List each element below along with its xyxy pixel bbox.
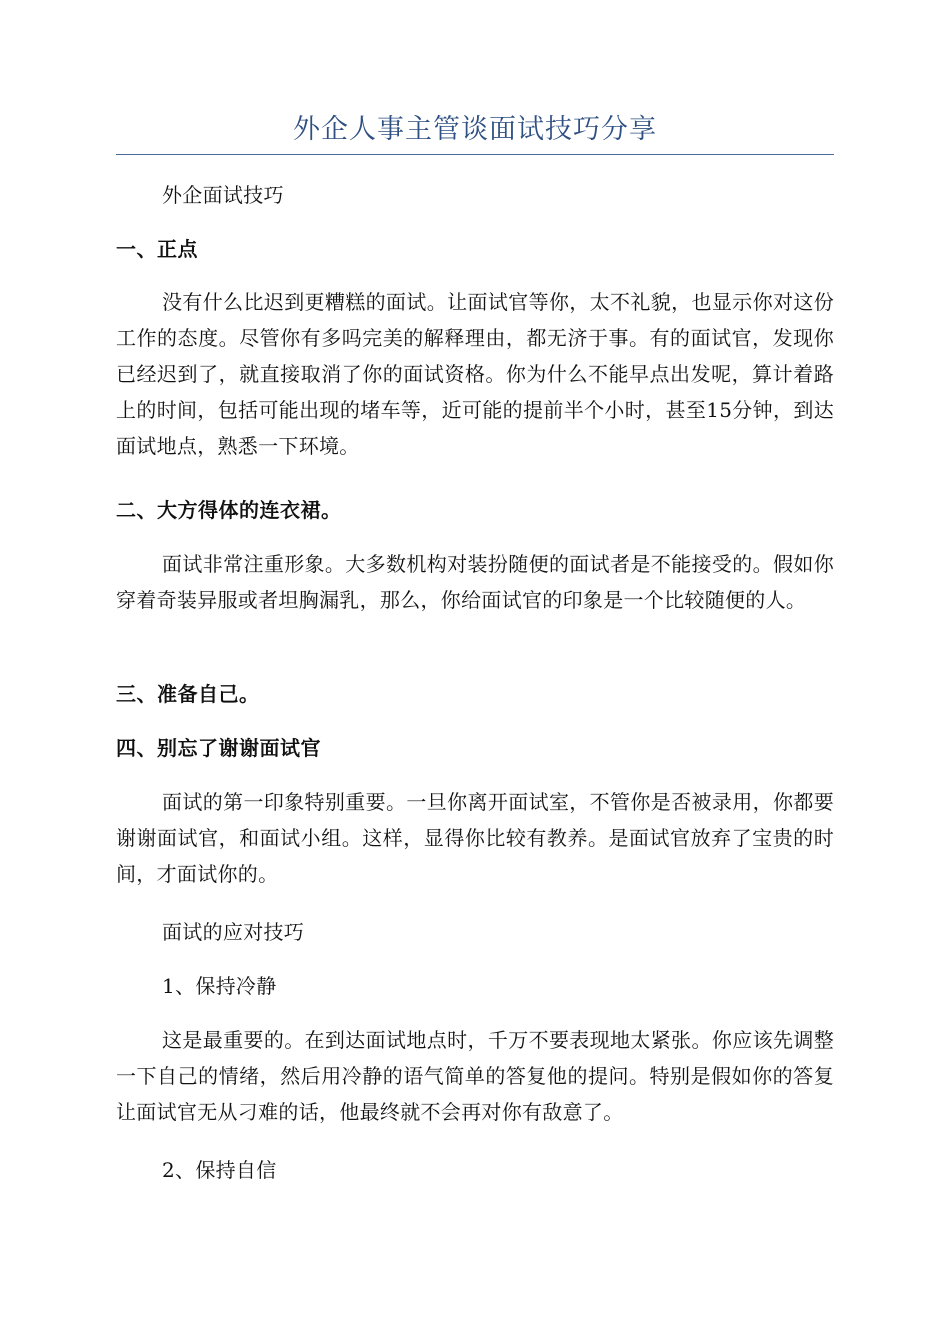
section-heading-3: 三、准备自己。	[116, 682, 260, 706]
tip-label-1: 1、保持冷静	[162, 974, 277, 998]
section-heading-2: 二、大方得体的连衣裙。	[116, 498, 342, 522]
intro-text: 外企面试技巧	[162, 183, 284, 207]
tip-paragraph-1: 这是最重要的。在到达面试地点时，千万不要表现地太紧张。你应该先调整一下自己的情绪，然后用冷静的语气简单的答复他的提问。特别是假如你的答复让面试官无从刁难的话，他最终就不会再对你有敌意了。	[116, 1028, 834, 1124]
subtitle-text: 面试的应对技巧	[162, 920, 305, 944]
section-paragraph-4: 面试的第一印象特别重要。一旦你离开面试室，不管你是否被录用，你都要谢谢面试官，和面试小组。这样，显得你比较有教养。是面试官放弃了宝贵的时间，才面试你的。	[116, 790, 834, 886]
tip-label-2: 2、保持自信	[162, 1158, 277, 1182]
section-heading-1: 一、正点	[116, 237, 198, 261]
section-paragraph-2: 面试非常注重形象。大多数机构对装扮随便的面试者是不能接受的。假如你穿着奇装异服或者坦胸漏乳，那么，你给面试官的印象是一个比较随便的人。	[116, 552, 834, 612]
title-underline	[116, 154, 834, 155]
document-title: 外企人事主管谈面试技巧分享	[293, 114, 657, 145]
section-heading-4: 四、别忘了谢谢面试官	[116, 736, 321, 760]
section-paragraph-1: 没有什么比迟到更糟糕的面试。让面试官等你，太不礼貌，也显示你对这份工作的态度。尽管你有多吗完美的解释理由，都无济于事。有的面试官，发现你已经迟到了，就直接取消了你的面试资格。你为什么不能早点出发呢，算计着路上的时间，包括可能出现的堵车等，近可能的提前半个小时，甚至15分钟，到达面试地点，熟悉一下环境。	[116, 290, 834, 458]
